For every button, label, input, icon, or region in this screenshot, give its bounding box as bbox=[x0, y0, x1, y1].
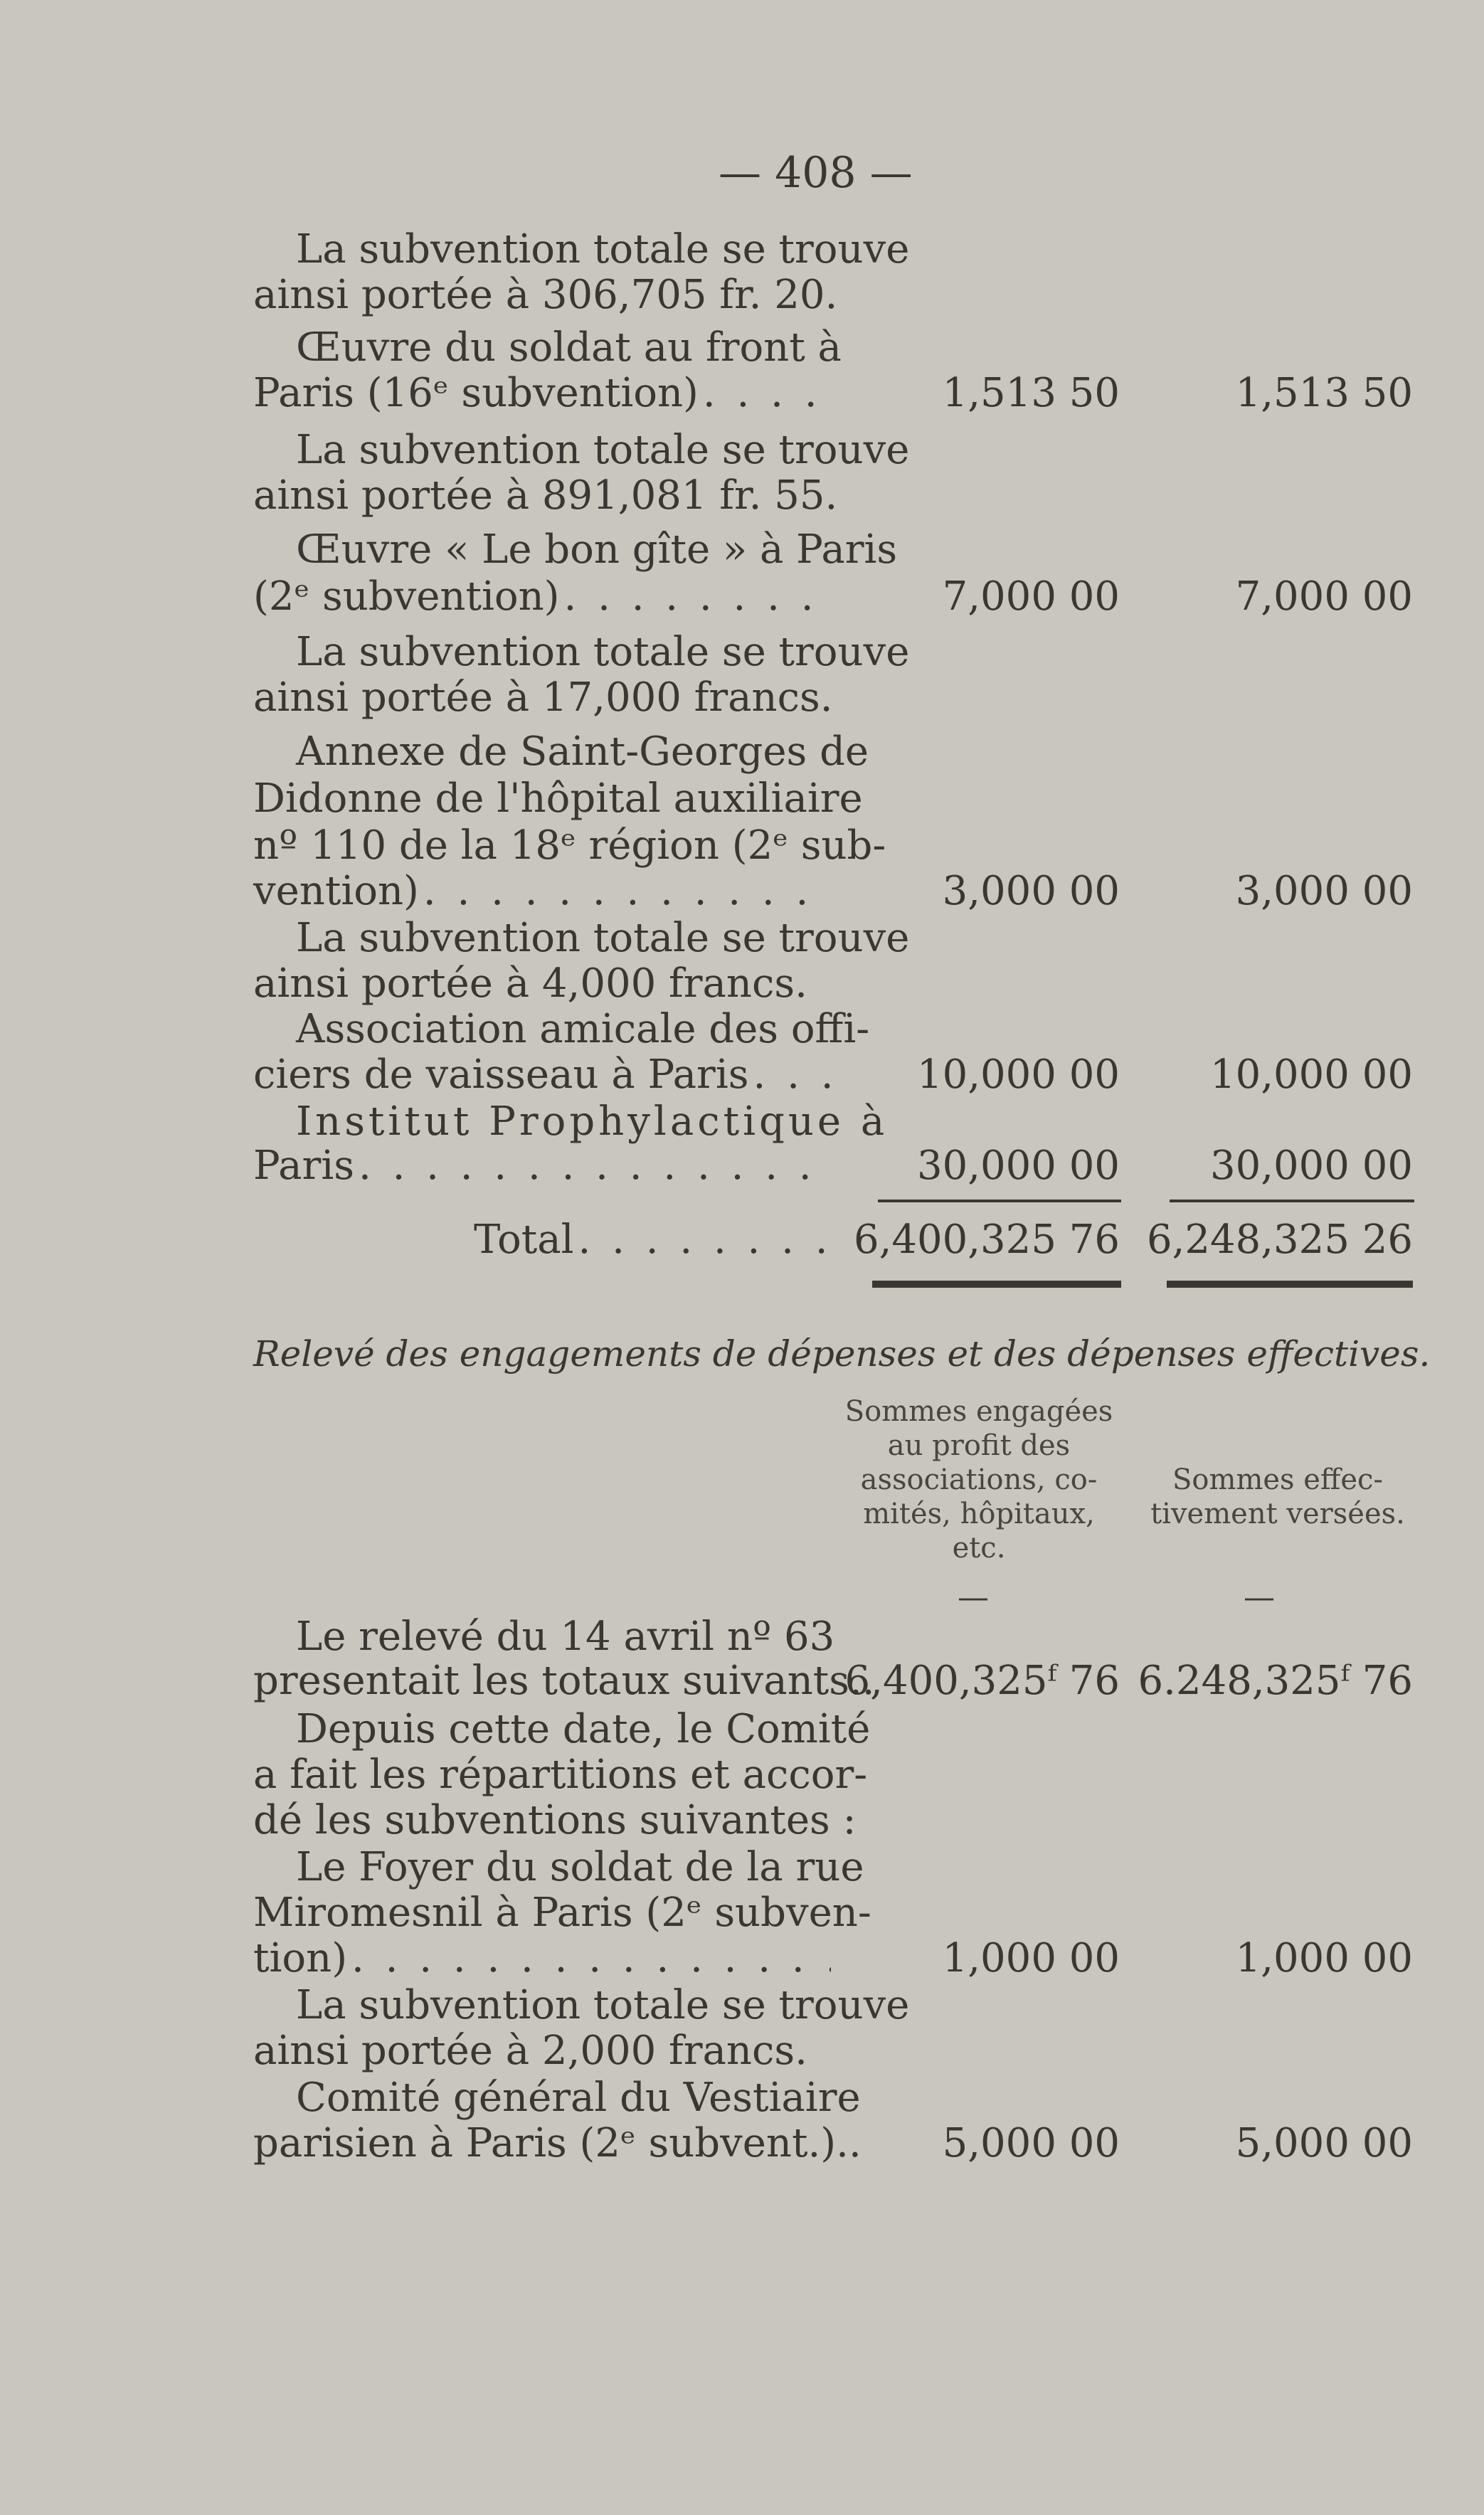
amount-engaged: 1,000 00 bbox=[942, 1935, 1120, 1981]
amount-paid: 1,000 00 bbox=[1235, 1935, 1413, 1981]
amount-paid: 1,513 50 bbox=[1235, 370, 1413, 416]
leader-dots bbox=[703, 370, 831, 416]
entry-line: Œuvre « Le bon gîte » à Paris bbox=[296, 526, 898, 573]
entry-line: ainsi portée à 891,081 fr. 55. bbox=[253, 472, 838, 519]
entry-line: nº 110 de la 18ᵉ région (2ᵉ sub- bbox=[253, 822, 886, 869]
entry-label: Paris bbox=[253, 1143, 354, 1189]
header-dash: — bbox=[1244, 1579, 1275, 1616]
header-line: Sommes engagées bbox=[844, 1395, 1113, 1428]
column-header-paid bbox=[1128, 1463, 1427, 1531]
amount-paid: 5,000 00 bbox=[1235, 2120, 1413, 2166]
total-row bbox=[474, 1217, 831, 1263]
entry-label: Paris (16ᵉ subvention) bbox=[253, 370, 699, 416]
amount-engaged: 1,513 50 bbox=[942, 370, 1120, 416]
entry-line: Comité général du Vestiaire bbox=[296, 2075, 861, 2121]
entry-row bbox=[253, 370, 831, 416]
entry-row bbox=[253, 1935, 831, 1981]
entry-line: Institut Prophylactique à bbox=[296, 1098, 889, 1145]
entry-line: La subvention totale se trouve bbox=[296, 427, 910, 473]
entry-row bbox=[253, 868, 831, 914]
leader-dots bbox=[351, 1935, 831, 1981]
entry-label: ciers de vaisseau à Paris bbox=[253, 1052, 749, 1098]
entry-line: Depuis cette date, le Comité bbox=[296, 1706, 871, 1752]
double-rule bbox=[1167, 1281, 1413, 1288]
leader-dots bbox=[564, 573, 832, 620]
amount-paid: 3,000 00 bbox=[1235, 868, 1413, 914]
amount-engaged: 5,000 00 bbox=[942, 2120, 1120, 2166]
entry-line: a fait les répartitions et accor- bbox=[253, 1752, 868, 1798]
entry-label: parisien à Paris (2ᵉ subvent.).. bbox=[253, 2120, 862, 2166]
entry-line: ainsi portée à 4,000 francs. bbox=[253, 960, 807, 1007]
total-paid: 6,248,325 26 bbox=[1146, 1217, 1413, 1263]
entry-line: Œuvre du soldat au front à bbox=[296, 324, 842, 371]
amount-engaged: 3,000 00 bbox=[942, 868, 1120, 914]
entry-line: Association amicale des offi- bbox=[296, 1006, 870, 1052]
header-line: Sommes effec- bbox=[1172, 1463, 1383, 1496]
total-engaged: 6,400,325 76 bbox=[853, 1217, 1120, 1263]
entry-line: Le Foyer du soldat de la rue bbox=[296, 1844, 864, 1890]
double-rule bbox=[872, 1281, 1121, 1288]
entry-line: Le relevé du 14 avril nº 63 bbox=[296, 1614, 835, 1660]
leader-dots bbox=[753, 1052, 831, 1098]
entry-line: Annexe de Saint-Georges de bbox=[296, 729, 869, 775]
amount-engaged: 7,000 00 bbox=[942, 573, 1120, 620]
leader-dots bbox=[359, 1143, 831, 1189]
header-line: etc. bbox=[952, 1532, 1006, 1564]
amount-paid: 10,000 00 bbox=[1209, 1052, 1413, 1098]
entry-line: Didonne de l'hôpital auxiliaire bbox=[253, 775, 863, 822]
entry-row bbox=[253, 573, 831, 620]
total-label: Total bbox=[474, 1217, 574, 1263]
header-line: associations, co- bbox=[860, 1463, 1098, 1496]
header-line: au profit des bbox=[887, 1429, 1071, 1462]
entry-line: Miromesnil à Paris (2ᵉ subven- bbox=[253, 1890, 871, 1936]
entry-line: La subvention totale se trouve bbox=[296, 915, 910, 961]
entry-row bbox=[253, 1143, 831, 1189]
sum-rule bbox=[1170, 1200, 1414, 1202]
amount-engaged: 10,000 00 bbox=[916, 1052, 1120, 1098]
entry-line: ainsi portée à 17,000 francs. bbox=[253, 674, 833, 721]
header-line: tivement versées. bbox=[1150, 1498, 1405, 1530]
entry-label: vention) bbox=[253, 868, 419, 914]
entry-label: (2ᵉ subvention) bbox=[253, 573, 560, 620]
amount-paid: 7,000 00 bbox=[1235, 573, 1413, 620]
entry-line: ainsi portée à 2,000 francs. bbox=[253, 2028, 807, 2074]
entry-line: dé les subventions suivantes : bbox=[253, 1797, 857, 1843]
entry-label: presentait les totaux suivants.. bbox=[253, 1658, 875, 1704]
entry-line: La subvention totale se trouve bbox=[296, 226, 910, 272]
entry-row bbox=[253, 1052, 831, 1098]
leader-dots bbox=[423, 868, 831, 914]
leader-dots bbox=[578, 1217, 831, 1263]
amount-engaged: 6,400,325ᶠ 76 bbox=[844, 1658, 1120, 1704]
header-line: mités, hôpitaux, bbox=[863, 1498, 1095, 1530]
page-number: — 408 — bbox=[719, 148, 913, 198]
entry-label: tion) bbox=[253, 1935, 348, 1981]
section-title: Relevé des engagements de dépenses et des dépenses effectives. bbox=[253, 1333, 1431, 1375]
amount-engaged: 30,000 00 bbox=[916, 1143, 1120, 1189]
entry-line: La subvention totale se trouve bbox=[296, 629, 910, 675]
sum-rule bbox=[878, 1200, 1121, 1202]
amount-paid: 6.248,325ᶠ 76 bbox=[1138, 1658, 1413, 1704]
column-header-engaged bbox=[830, 1394, 1128, 1565]
amount-paid: 30,000 00 bbox=[1209, 1143, 1413, 1189]
header-dash: — bbox=[958, 1579, 989, 1616]
entry-line: La subvention totale se trouve bbox=[296, 1982, 910, 2028]
entry-line: ainsi portée à 306,705 fr. 20. bbox=[253, 272, 838, 318]
